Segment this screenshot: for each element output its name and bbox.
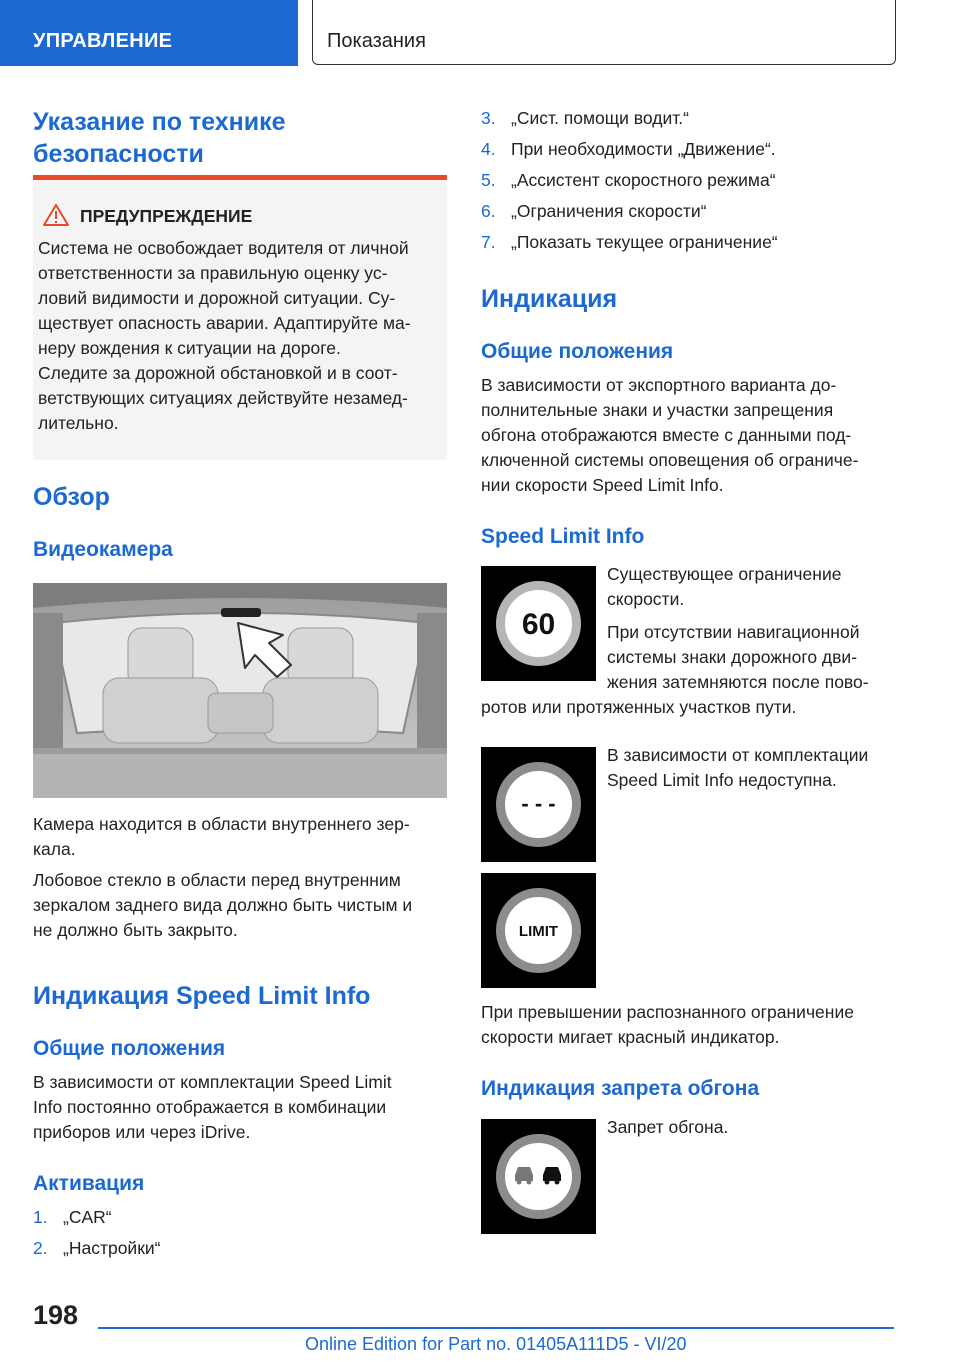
general-line: Info постоянно отображается в комбинации: [33, 1097, 387, 1117]
no-passing-icon: [481, 1119, 596, 1234]
chapter-title: Показания: [327, 30, 426, 52]
step-number: 1.: [33, 1207, 48, 1227]
step-number: 3.: [481, 108, 496, 128]
general-line: нии скорости Speed Limit Info.: [481, 475, 724, 495]
safety-heading-line-2: безопасности: [33, 140, 204, 168]
windshield-line: зеркалом заднего вида должно быть чистым и: [33, 895, 413, 915]
limit-sign: [481, 873, 596, 988]
warning-line: лительно.: [38, 413, 119, 433]
step-number: 2.: [33, 1238, 48, 1258]
exceed-text: [481, 1000, 854, 1050]
warning-triangle-icon: [43, 204, 69, 226]
car-interior-image: [33, 583, 447, 798]
general-line: обгона отображаются вместе с данными под-: [481, 425, 852, 445]
warning-line: Следите за дорожной обстановкой и в соот-: [38, 363, 398, 383]
no-nav-description: [607, 620, 869, 695]
general-line: В зависимости от комплектации Speed Limit: [33, 1072, 392, 1092]
page-number: 198: [33, 1300, 79, 1330]
camera-heading: Видеокамера: [33, 538, 173, 561]
step-text: „Сист. помощи водит.“: [511, 108, 689, 128]
sign-60-value: 60: [521, 608, 556, 641]
warning-line: ветствующих ситуациях действуйте незамед-: [38, 388, 408, 408]
sign-dash-value: - - -: [521, 791, 556, 816]
warning-line: ловий видимости и дорожной ситуации. Су-: [38, 288, 396, 308]
warning-line: ществует опасность аварии. Адаптируйте ма-: [38, 313, 411, 333]
safety-heading: [33, 106, 286, 170]
speed-sign-dash-icon: [481, 747, 596, 862]
desc-line: скорости.: [607, 589, 685, 609]
general-line: ключенной системы оповещения об ограниче-: [481, 450, 859, 470]
no-pass-description: Запрет обгона.: [607, 1117, 729, 1137]
windshield-text: [33, 868, 412, 943]
unavailable-description: [607, 743, 868, 793]
sli-heading: Speed Limit Info: [481, 525, 645, 548]
desc-line: В зависимости от комплектации: [607, 745, 869, 765]
overview-heading: Обзор: [33, 483, 110, 511]
no-passing-sign: [481, 1119, 596, 1234]
exceed-line: При превышении распознанного ограничение: [481, 1002, 854, 1022]
step-number: 5.: [481, 170, 496, 190]
desc-line: Speed Limit Info недоступна.: [607, 770, 837, 790]
step-number: 6.: [481, 201, 496, 221]
desc-line: Существующее ограничение: [607, 564, 842, 584]
warning-line: ответственности за правильную оценку ус-: [38, 263, 388, 283]
general-text-right: [481, 373, 858, 498]
no-nav-tail: ротов или протяженных участков пути.: [481, 697, 797, 717]
general-heading-left: Общие положения: [33, 1037, 226, 1060]
warning-title: ПРЕДУПРЕЖДЕНИЕ: [80, 206, 253, 226]
exceed-line: скорости мигает красный индикатор.: [481, 1027, 780, 1047]
step-text: „Ассистент скоростного режима“: [511, 170, 776, 190]
warning-line: неру вождения к ситуации на дороге.: [38, 338, 341, 358]
no-pass-heading: Индикация запрета обгона: [481, 1077, 760, 1100]
windshield-line: не должно быть закрыто.: [33, 920, 238, 940]
camera-line: кала.: [33, 839, 76, 859]
speed-sign-icon: [481, 566, 596, 681]
sign-limit-label: LIMIT: [518, 923, 559, 940]
limit-sign-icon: [481, 873, 596, 988]
footer-divider: [98, 1327, 894, 1329]
safety-heading-line-1: Указание по технике: [33, 108, 286, 136]
camera-text: [33, 812, 410, 862]
speed-limit-unknown-sign: [481, 747, 596, 862]
section-title: УПРАВЛЕНИЕ: [33, 30, 173, 52]
camera-line: Камера находится в области внутреннего зер-: [33, 814, 410, 834]
warning-box: [33, 175, 447, 460]
desc-line: При отсутствии навигационной: [607, 622, 860, 642]
general-text-left: [33, 1070, 392, 1145]
desc-line: жения затемняются после пово-: [607, 672, 869, 692]
chapter-tab: [312, 0, 896, 65]
display-heading: Индикация Speed Limit Info: [33, 982, 371, 1010]
step-number: 4.: [481, 139, 496, 159]
warning-line: Система не освобождает водителя от личной: [38, 238, 409, 258]
general-line: полнительные знаки и участки запрещения: [481, 400, 834, 420]
sign60-description: [607, 562, 841, 612]
edition-label: Online Edition for Part no. 01405A111D5 - VI/20: [305, 1334, 687, 1354]
step-text: „Показать текущее ограничение“: [511, 232, 778, 252]
desc-line: системы знаки дорожного дви-: [607, 647, 858, 667]
activation-heading: Активация: [33, 1172, 145, 1195]
section-tab: [0, 0, 298, 66]
step-text: При необходимости „Движение“.: [511, 139, 776, 159]
step-text: „Ограничения скорости“: [511, 201, 707, 221]
step-number: 7.: [481, 232, 496, 252]
warning-text: [38, 236, 443, 436]
step-text: „Настройки“: [63, 1238, 161, 1258]
speed-limit-60-sign: [481, 566, 596, 681]
step-text: „CAR“: [63, 1207, 112, 1227]
indication-heading: Индикация: [481, 285, 618, 313]
general-line: приборов или через iDrive.: [33, 1122, 251, 1142]
general-heading-right: Общие положения: [481, 340, 674, 363]
windshield-line: Лобовое стекло в области перед внутренним: [33, 870, 401, 890]
general-line: В зависимости от экспортного варианта до-: [481, 375, 837, 395]
